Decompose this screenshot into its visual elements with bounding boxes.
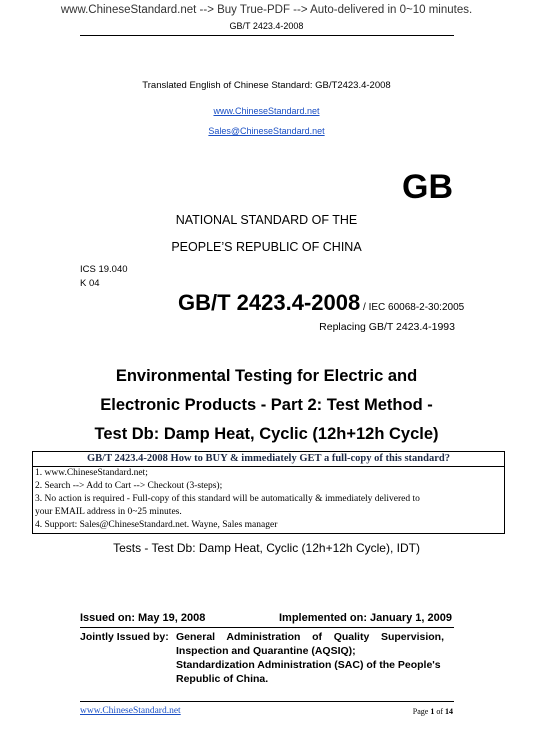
national-standard-line2: PEOPLE’S REPUBLIC OF CHINA (171, 240, 362, 254)
tests-line: Tests - Test Db: Damp Heat, Cyclic (12h+12h Cycle), IDT) (113, 541, 420, 555)
page-total: 14 (445, 707, 453, 716)
gb-mark: GB (402, 168, 453, 206)
iec-reference: / IEC 60068-2-30:2005 (360, 302, 465, 313)
jointly-label: Jointly Issued by: (80, 631, 169, 643)
standard-number-row (178, 290, 464, 316)
title-line1: Environmental Testing for Electric and (115, 367, 418, 385)
jointly-line4: Republic of China. (176, 673, 269, 685)
national-standard-line1: NATIONAL STANDARD OF THE (175, 213, 358, 227)
issue-divider (80, 627, 454, 628)
header-divider (80, 35, 454, 36)
implemented-date: Implemented on: January 1, 2009 (279, 612, 453, 624)
jointly-line2: Inspection and Quarantine (AQSIQ); (176, 645, 356, 657)
purchase-item-1: 1. www.ChineseStandard.net; (35, 468, 148, 478)
top-banner: www.ChineseStandard.net --> Buy True-PDF --> Auto-delivered in 0~10 minutes. (60, 4, 473, 16)
page-number: 1 (430, 707, 435, 716)
page-of: of (434, 707, 445, 716)
purchase-info-box (32, 451, 505, 534)
standard-number: GB/T 2423.4-2008 (178, 290, 361, 315)
issued-date: Issued on: May 19, 2008 (80, 612, 206, 624)
email-row (0, 121, 533, 139)
title-line3: Test Db: Damp Heat, Cyclic (12h+12h Cycle) (94, 425, 439, 443)
email-link[interactable]: Sales@ChineseStandard.net (208, 126, 325, 136)
category-code: K 04 (80, 278, 100, 289)
purchase-item-3-cont: your EMAIL address in 0~25 minutes. (35, 507, 182, 517)
page-prefix: Page (412, 707, 431, 716)
ics-code: ICS 19.040 (80, 264, 128, 275)
jointly-line3: Standardization Administration (SAC) of the People's (176, 659, 441, 671)
footer-website-link[interactable]: www.ChineseStandard.net (80, 706, 181, 716)
footer-divider (80, 701, 454, 702)
purchase-item-4: 4. Support: Sales@ChineseStandard.net. Wayne, Sales manager (35, 520, 278, 530)
purchase-heading: GB/T 2423.4-2008 How to BUY & immediately GET a full-copy of this standard? (87, 453, 450, 464)
title-line2: Electronic Products - Part 2: Test Method - (100, 396, 433, 414)
purchase-item-3: 3. No action is required - Full-copy of this standard will be automatically & immediately delivered to (35, 494, 420, 504)
replacing-note: Replacing GB/T 2423.4-1993 (319, 321, 455, 333)
page-indicator (413, 707, 453, 716)
website-row (0, 101, 533, 119)
header-standard-ref: GB/T 2423.4-2008 (229, 21, 304, 31)
website-link[interactable]: www.ChineseStandard.net (213, 106, 320, 116)
translated-note: Translated English of Chinese Standard: GB/T2423.4-2008 (142, 80, 391, 91)
purchase-item-2: 2. Search --> Add to Cart --> Checkout (3-steps); (35, 481, 223, 491)
box-divider (33, 466, 504, 467)
jointly-line1: General Administration of Quality Supervision, (176, 631, 444, 643)
